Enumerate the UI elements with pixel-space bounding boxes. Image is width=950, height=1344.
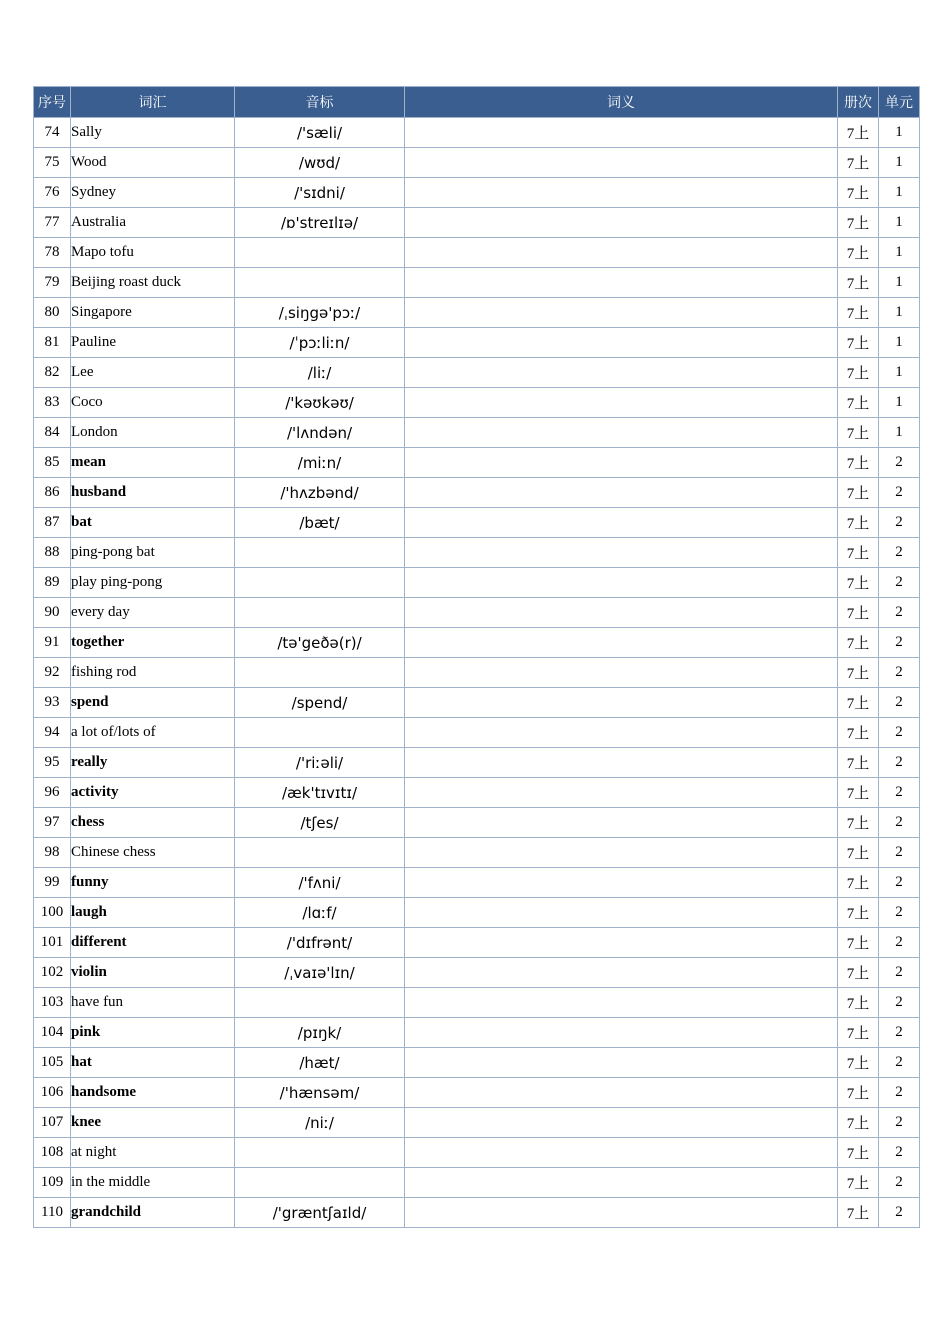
cell-index: 102 xyxy=(34,958,71,988)
cell-unit: 2 xyxy=(879,838,920,868)
cell-index: 85 xyxy=(34,448,71,478)
cell-ipa xyxy=(235,988,405,1018)
cell-volume: 7上 xyxy=(838,568,879,598)
cell-word: chess xyxy=(71,808,235,838)
cell-volume: 7上 xyxy=(838,688,879,718)
cell-index: 94 xyxy=(34,718,71,748)
cell-word: mean xyxy=(71,448,235,478)
header-unit: 单元 xyxy=(879,87,920,118)
cell-volume: 7上 xyxy=(838,148,879,178)
table-row xyxy=(34,1168,920,1198)
cell-unit: 2 xyxy=(879,478,920,508)
cell-index: 89 xyxy=(34,568,71,598)
cell-ipa xyxy=(235,568,405,598)
cell-index: 92 xyxy=(34,658,71,688)
cell-index: 106 xyxy=(34,1078,71,1108)
cell-definition xyxy=(405,628,838,658)
table-row xyxy=(34,928,920,958)
cell-volume: 7上 xyxy=(838,118,879,148)
cell-unit: 2 xyxy=(879,808,920,838)
cell-word: Wood xyxy=(71,148,235,178)
cell-index: 87 xyxy=(34,508,71,538)
cell-word: every day xyxy=(71,598,235,628)
cell-ipa xyxy=(235,1168,405,1198)
header-volume: 册次 xyxy=(838,87,879,118)
cell-volume: 7上 xyxy=(838,388,879,418)
cell-word: ping-pong bat xyxy=(71,538,235,568)
cell-word: together xyxy=(71,628,235,658)
cell-word: husband xyxy=(71,478,235,508)
cell-unit: 2 xyxy=(879,1108,920,1138)
cell-word: Mapo tofu xyxy=(71,238,235,268)
cell-definition xyxy=(405,928,838,958)
cell-volume: 7上 xyxy=(838,298,879,328)
cell-ipa: /ɒ'streɪlɪə/ xyxy=(235,208,405,238)
cell-definition xyxy=(405,658,838,688)
cell-word: grandchild xyxy=(71,1198,235,1228)
cell-definition xyxy=(405,208,838,238)
cell-volume: 7上 xyxy=(838,868,879,898)
cell-volume: 7上 xyxy=(838,718,879,748)
cell-volume: 7上 xyxy=(838,1048,879,1078)
cell-ipa: /spend/ xyxy=(235,688,405,718)
cell-index: 96 xyxy=(34,778,71,808)
cell-ipa: /'dɪfrənt/ xyxy=(235,928,405,958)
cell-volume: 7上 xyxy=(838,1108,879,1138)
cell-unit: 1 xyxy=(879,298,920,328)
cell-word: funny xyxy=(71,868,235,898)
cell-ipa xyxy=(235,538,405,568)
cell-unit: 1 xyxy=(879,238,920,268)
cell-ipa: /tə'geðə(r)/ xyxy=(235,628,405,658)
cell-unit: 2 xyxy=(879,628,920,658)
cell-volume: 7上 xyxy=(838,358,879,388)
cell-definition xyxy=(405,688,838,718)
cell-volume: 7上 xyxy=(838,988,879,1018)
cell-definition xyxy=(405,538,838,568)
cell-index: 104 xyxy=(34,1018,71,1048)
cell-unit: 1 xyxy=(879,268,920,298)
cell-unit: 2 xyxy=(879,958,920,988)
cell-word: a lot of/lots of xyxy=(71,718,235,748)
cell-volume: 7上 xyxy=(838,748,879,778)
cell-word: spend xyxy=(71,688,235,718)
cell-ipa xyxy=(235,598,405,628)
cell-ipa: /lɑːf/ xyxy=(235,898,405,928)
cell-index: 78 xyxy=(34,238,71,268)
cell-ipa: /liː/ xyxy=(235,358,405,388)
header-ipa: 音标 xyxy=(235,87,405,118)
table-row xyxy=(34,448,920,478)
cell-index: 93 xyxy=(34,688,71,718)
cell-unit: 2 xyxy=(879,508,920,538)
cell-ipa: /ˌvaɪə'lɪn/ xyxy=(235,958,405,988)
cell-volume: 7上 xyxy=(838,448,879,478)
cell-word: Australia xyxy=(71,208,235,238)
cell-ipa: /tʃes/ xyxy=(235,808,405,838)
cell-word: Pauline xyxy=(71,328,235,358)
table-row xyxy=(34,838,920,868)
cell-word: in the middle xyxy=(71,1168,235,1198)
cell-index: 109 xyxy=(34,1168,71,1198)
table-row xyxy=(34,178,920,208)
cell-index: 77 xyxy=(34,208,71,238)
cell-ipa: /'hʌzbənd/ xyxy=(235,478,405,508)
cell-word: play ping-pong xyxy=(71,568,235,598)
table-row xyxy=(34,328,920,358)
cell-word: Lee xyxy=(71,358,235,388)
cell-index: 83 xyxy=(34,388,71,418)
cell-word: Beijing roast duck xyxy=(71,268,235,298)
table-row xyxy=(34,778,920,808)
table-row xyxy=(34,118,920,148)
cell-unit: 2 xyxy=(879,1138,920,1168)
cell-word: Coco xyxy=(71,388,235,418)
cell-definition xyxy=(405,808,838,838)
cell-definition xyxy=(405,748,838,778)
cell-volume: 7上 xyxy=(838,478,879,508)
vocabulary-sheet xyxy=(33,86,919,1228)
cell-index: 75 xyxy=(34,148,71,178)
cell-unit: 2 xyxy=(879,778,920,808)
cell-definition xyxy=(405,418,838,448)
cell-unit: 2 xyxy=(879,688,920,718)
cell-definition xyxy=(405,118,838,148)
table-row xyxy=(34,868,920,898)
cell-definition xyxy=(405,448,838,478)
cell-unit: 1 xyxy=(879,178,920,208)
cell-volume: 7上 xyxy=(838,808,879,838)
table-row xyxy=(34,1138,920,1168)
cell-definition xyxy=(405,898,838,928)
table-row xyxy=(34,658,920,688)
cell-definition xyxy=(405,598,838,628)
cell-unit: 2 xyxy=(879,868,920,898)
cell-word: Sally xyxy=(71,118,235,148)
cell-definition xyxy=(405,868,838,898)
table-row xyxy=(34,208,920,238)
cell-definition xyxy=(405,1108,838,1138)
cell-ipa: /miːn/ xyxy=(235,448,405,478)
cell-index: 105 xyxy=(34,1048,71,1078)
cell-definition xyxy=(405,838,838,868)
cell-unit: 2 xyxy=(879,1198,920,1228)
table-row xyxy=(34,628,920,658)
table-row xyxy=(34,598,920,628)
table-row xyxy=(34,268,920,298)
cell-volume: 7上 xyxy=(838,208,879,238)
cell-volume: 7上 xyxy=(838,328,879,358)
cell-definition xyxy=(405,178,838,208)
table-row xyxy=(34,388,920,418)
table-row xyxy=(34,958,920,988)
cell-unit: 2 xyxy=(879,1078,920,1108)
cell-word: London xyxy=(71,418,235,448)
table-row xyxy=(34,418,920,448)
cell-volume: 7上 xyxy=(838,838,879,868)
cell-volume: 7上 xyxy=(838,628,879,658)
cell-unit: 2 xyxy=(879,1168,920,1198)
table-row xyxy=(34,748,920,778)
cell-ipa: /'lʌndən/ xyxy=(235,418,405,448)
cell-ipa: /pɪŋk/ xyxy=(235,1018,405,1048)
table-row xyxy=(34,358,920,388)
cell-index: 82 xyxy=(34,358,71,388)
cell-volume: 7上 xyxy=(838,508,879,538)
header-word: 词汇 xyxy=(71,87,235,118)
table-row xyxy=(34,508,920,538)
cell-volume: 7上 xyxy=(838,178,879,208)
cell-ipa: /'græntʃaɪld/ xyxy=(235,1198,405,1228)
cell-volume: 7上 xyxy=(838,958,879,988)
cell-unit: 2 xyxy=(879,1018,920,1048)
cell-index: 97 xyxy=(34,808,71,838)
cell-definition xyxy=(405,388,838,418)
table-body xyxy=(34,118,920,1228)
cell-volume: 7上 xyxy=(838,1018,879,1048)
table-row xyxy=(34,1078,920,1108)
cell-index: 103 xyxy=(34,988,71,1018)
cell-unit: 2 xyxy=(879,988,920,1018)
cell-ipa: /'fʌni/ xyxy=(235,868,405,898)
cell-ipa: /'kəʊkəʊ/ xyxy=(235,388,405,418)
table-row xyxy=(34,1108,920,1138)
table-row xyxy=(34,478,920,508)
cell-volume: 7上 xyxy=(838,538,879,568)
cell-index: 107 xyxy=(34,1108,71,1138)
cell-unit: 1 xyxy=(879,418,920,448)
cell-ipa xyxy=(235,658,405,688)
cell-unit: 2 xyxy=(879,1048,920,1078)
cell-index: 81 xyxy=(34,328,71,358)
cell-volume: 7上 xyxy=(838,598,879,628)
cell-ipa: /ˌsiŋgə'pɔː/ xyxy=(235,298,405,328)
cell-ipa: /'sæli/ xyxy=(235,118,405,148)
cell-word: at night xyxy=(71,1138,235,1168)
cell-ipa xyxy=(235,268,405,298)
cell-volume: 7上 xyxy=(838,418,879,448)
cell-ipa: /bæt/ xyxy=(235,508,405,538)
cell-index: 101 xyxy=(34,928,71,958)
cell-volume: 7上 xyxy=(838,1168,879,1198)
cell-definition xyxy=(405,478,838,508)
cell-ipa: /'hænsəm/ xyxy=(235,1078,405,1108)
cell-word: pink xyxy=(71,1018,235,1048)
table-row xyxy=(34,1198,920,1228)
cell-index: 79 xyxy=(34,268,71,298)
cell-index: 99 xyxy=(34,868,71,898)
cell-unit: 2 xyxy=(879,718,920,748)
cell-definition xyxy=(405,358,838,388)
cell-unit: 2 xyxy=(879,538,920,568)
cell-unit: 1 xyxy=(879,148,920,178)
cell-ipa: /æk'tɪvɪtɪ/ xyxy=(235,778,405,808)
cell-definition xyxy=(405,568,838,598)
cell-ipa xyxy=(235,238,405,268)
vocabulary-table xyxy=(33,86,920,1228)
table-row xyxy=(34,1018,920,1048)
cell-definition xyxy=(405,1048,838,1078)
header-row xyxy=(34,87,920,118)
cell-definition xyxy=(405,148,838,178)
cell-word: Chinese chess xyxy=(71,838,235,868)
cell-index: 100 xyxy=(34,898,71,928)
cell-ipa: /wʊd/ xyxy=(235,148,405,178)
cell-word: knee xyxy=(71,1108,235,1138)
cell-word: Singapore xyxy=(71,298,235,328)
table-row xyxy=(34,238,920,268)
cell-unit: 2 xyxy=(879,598,920,628)
cell-word: have fun xyxy=(71,988,235,1018)
cell-word: different xyxy=(71,928,235,958)
cell-ipa: /ˈpɔːliːn/ xyxy=(235,328,405,358)
cell-word: handsome xyxy=(71,1078,235,1108)
cell-definition xyxy=(405,268,838,298)
table-row xyxy=(34,718,920,748)
cell-definition xyxy=(405,298,838,328)
table-row xyxy=(34,148,920,178)
cell-word: activity xyxy=(71,778,235,808)
cell-definition xyxy=(405,508,838,538)
cell-index: 86 xyxy=(34,478,71,508)
header-index: 序号 xyxy=(34,87,71,118)
cell-unit: 2 xyxy=(879,448,920,478)
cell-word: Sydney xyxy=(71,178,235,208)
cell-unit: 1 xyxy=(879,118,920,148)
cell-unit: 2 xyxy=(879,568,920,598)
cell-unit: 1 xyxy=(879,388,920,418)
table-row xyxy=(34,568,920,598)
cell-unit: 2 xyxy=(879,928,920,958)
cell-volume: 7上 xyxy=(838,778,879,808)
cell-index: 80 xyxy=(34,298,71,328)
cell-volume: 7上 xyxy=(838,658,879,688)
cell-word: laugh xyxy=(71,898,235,928)
cell-word: hat xyxy=(71,1048,235,1078)
table-row xyxy=(34,1048,920,1078)
cell-definition xyxy=(405,778,838,808)
cell-volume: 7上 xyxy=(838,238,879,268)
cell-index: 90 xyxy=(34,598,71,628)
table-row xyxy=(34,808,920,838)
table-row xyxy=(34,298,920,328)
cell-word: bat xyxy=(71,508,235,538)
cell-index: 88 xyxy=(34,538,71,568)
cell-definition xyxy=(405,1018,838,1048)
cell-index: 74 xyxy=(34,118,71,148)
cell-index: 95 xyxy=(34,748,71,778)
cell-ipa: /niː/ xyxy=(235,1108,405,1138)
cell-volume: 7上 xyxy=(838,898,879,928)
cell-definition xyxy=(405,328,838,358)
cell-definition xyxy=(405,1198,838,1228)
cell-ipa xyxy=(235,838,405,868)
cell-word: fishing rod xyxy=(71,658,235,688)
table-header xyxy=(34,87,920,118)
cell-index: 91 xyxy=(34,628,71,658)
table-row xyxy=(34,988,920,1018)
cell-ipa: /'sɪdni/ xyxy=(235,178,405,208)
cell-index: 98 xyxy=(34,838,71,868)
cell-volume: 7上 xyxy=(838,268,879,298)
cell-volume: 7上 xyxy=(838,1198,879,1228)
cell-definition xyxy=(405,1138,838,1168)
table-row xyxy=(34,538,920,568)
cell-unit: 2 xyxy=(879,658,920,688)
table-row xyxy=(34,898,920,928)
cell-definition xyxy=(405,958,838,988)
cell-ipa xyxy=(235,718,405,748)
cell-unit: 2 xyxy=(879,748,920,778)
cell-index: 84 xyxy=(34,418,71,448)
cell-definition xyxy=(405,1168,838,1198)
cell-ipa xyxy=(235,1138,405,1168)
cell-index: 76 xyxy=(34,178,71,208)
cell-volume: 7上 xyxy=(838,928,879,958)
cell-unit: 2 xyxy=(879,898,920,928)
cell-definition xyxy=(405,238,838,268)
cell-ipa: /'riːəli/ xyxy=(235,748,405,778)
cell-definition xyxy=(405,1078,838,1108)
cell-index: 108 xyxy=(34,1138,71,1168)
cell-index: 110 xyxy=(34,1198,71,1228)
cell-definition xyxy=(405,988,838,1018)
cell-volume: 7上 xyxy=(838,1078,879,1108)
cell-unit: 1 xyxy=(879,358,920,388)
cell-unit: 1 xyxy=(879,328,920,358)
header-definition: 词义 xyxy=(405,87,838,118)
cell-definition xyxy=(405,718,838,748)
table-row xyxy=(34,688,920,718)
cell-unit: 1 xyxy=(879,208,920,238)
cell-word: really xyxy=(71,748,235,778)
cell-volume: 7上 xyxy=(838,1138,879,1168)
cell-ipa: /hæt/ xyxy=(235,1048,405,1078)
cell-word: violin xyxy=(71,958,235,988)
